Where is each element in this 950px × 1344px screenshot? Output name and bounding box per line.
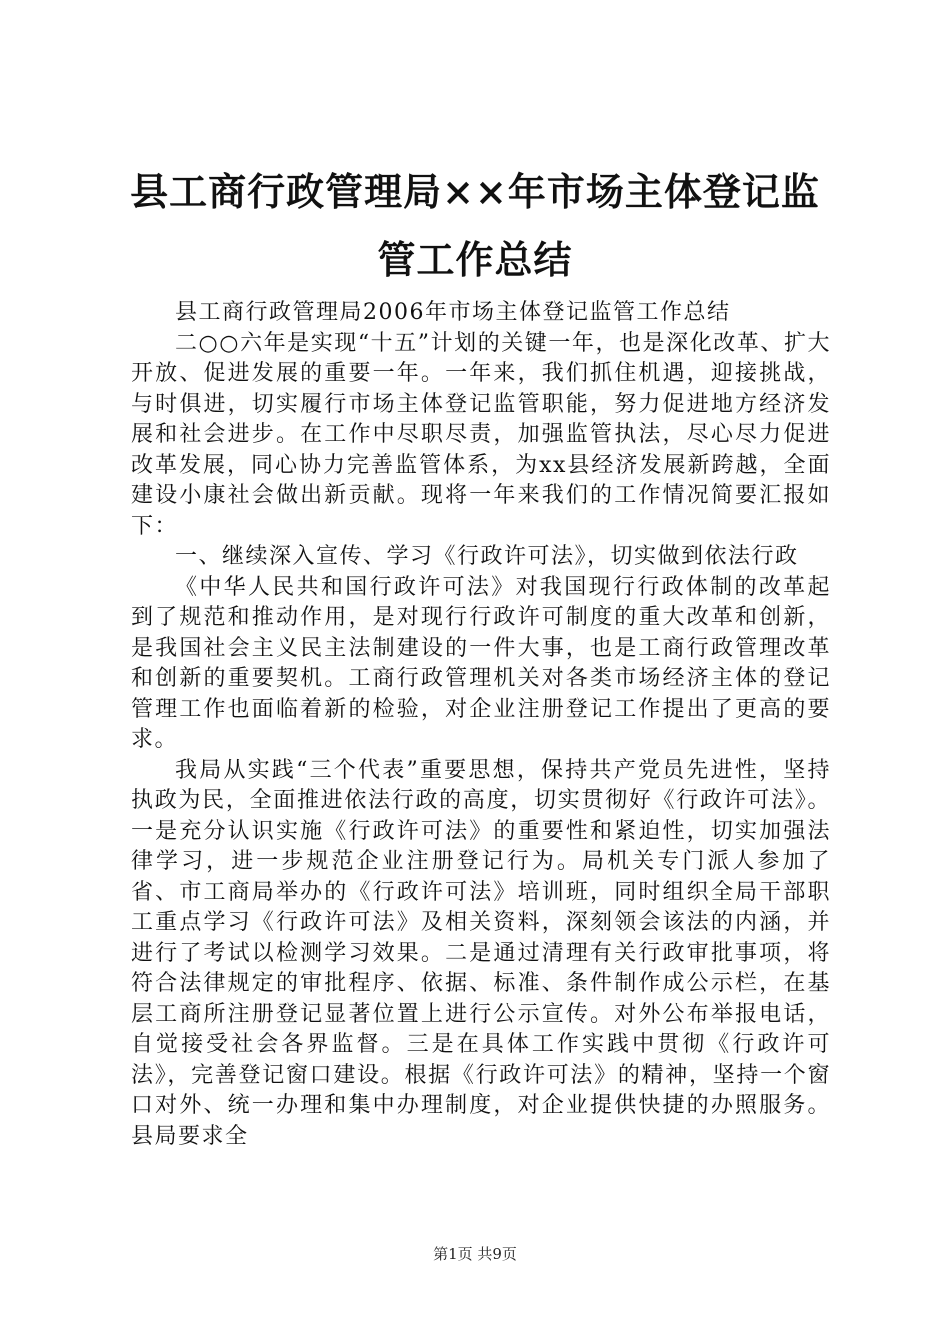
document-body [131,298,831,1152]
paragraph-law-background: 《中华人民共和国行政许可法》对我国现行行政体制的改革起到了规范和推动作用，是对现行行政许可制度的重大改革和创新，是我国社会主义民主法制建设的一件大事，也是工商行政管理改革和创新的重要契机。工商行政管理机关对各类市场经济主体的登记管理工作也面临着新的检验，对企业注册登记工作提出了更高的要求。 [131,574,831,752]
paragraph-subtitle: 县工商行政管理局2006年市场主体登记监管工作总结 [175,300,731,325]
section-heading-1: 一、继续深入宣传、学习《行政许可法》，切实做到依法行政 [175,544,799,569]
document-title: 县工商行政管理局××年市场主体登记监管工作总结 [130,169,820,282]
page-number-footer: 第1页 共9页 [433,1245,517,1263]
paragraph-intro: 二○○六年是实现“十五”计划的关键一年，也是深化改革、扩大开放、促进发展的重要一年。一年来，我们抓住机遇，迎接挑战，与时俱进，切实履行市场主体登记监管职能，努力促进地方经济发展和社会进步。在工作中尽职尽责，加强监管执法，尽心尽力促进改革发展，同心协力完善监管体系，为xx县经济发展新跨越，全面建设小康社会做出新贡献。现将一年来我们的工作情况简要汇报如下： [131,330,831,539]
paragraph-implementation: 我局从实践“三个代表”重要思想，保持共产党员先进性，坚持执政为民，全面推进依法行政的高度，切实贯彻好《行政许可法》。一是充分认识实施《行政许可法》的重要性和紧迫性，切实加强法律学习，进一步规范企业注册登记行为。局机关专门派人参加了省、市工商局举办的《行政许可法》培训班，同时组织全局干部职工重点学习《行政许可法》及相关资料，深刻领会该法的内涵，并进行了考试以检测学习效果。二是通过清理有关行政审批事项，将符合法律规定的审批程序、依据、标准、条件制作成公示栏，在基层工商所注册登记显著位置上进行公示宣传。对外公布举报电话，自觉接受社会各界监督。三是在具体工作实践中贯彻《行政许可法》，完善登记窗口建设。根据《行政许可法》的精神，坚持一个窗口对外、统一办理和集中办理制度，对企业提供快捷的办照服务。县局要求全 [131,757,831,1149]
